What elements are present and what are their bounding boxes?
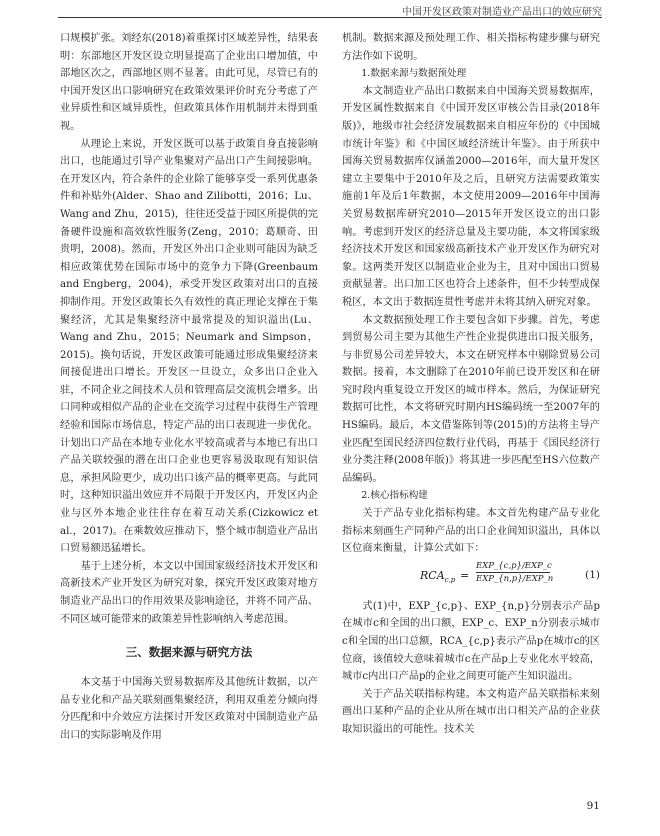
equation-lhs: $RCA_{c,p}$ <box>420 568 456 584</box>
equation-number: (1) <box>585 568 600 581</box>
fraction-denominator: EXP_{n,p}/EXP_n <box>476 573 554 584</box>
paragraph: 基于上述分析，本文以中国国家级经济技术开发区和高新技术产业开发区为研究对象，探究开发区政策对地方制造业产品出口的作用效果及影响途径，并将不同产品、不同区域可能带来的政策差异性影响纳入考虑范围。 <box>60 560 318 625</box>
subsection-heading: 1.数据来源与数据预处理 <box>361 68 467 80</box>
section-heading: 三、数据来源与研究方法 <box>125 645 253 660</box>
equals-sign: = <box>460 568 470 582</box>
paragraph: 从理论上来说，开发区既可以基于政策自身直接影响出口，也能通过引导产业集聚对产品出口产生间接影响。在开发区内，符合条件的企业除了能够享受一系列优惠条件和补贴外(Alder、Shao and Zilibotti，2016；Lu、Wang and Zhu，2015)，往往还受益于园区所提供的完备硬件设施和高效软性服务(Zeng，2010；葛顺奇、田贵明，2008)。然而，开发区外出口企业则可能因为缺乏相应政策优势在国际市场中的竞争力下降(Greenbaum and Engberg，2004)，承受开发区政策对出口的直接抑制作用。开发区政策长久有效性的真正理论支撑在于集聚经济，尤其是集聚经济中最常提及的知识溢出(Lu、Wang and Zhu，2015；Neumark and Simpson，2015)。换句话说，开发区政策可能通过形成集聚经济来间接促进出口增长。开发区一旦设立，众多出口企业入驻，不同企业之间技术人员和管理高层交流机会增多。出口同种或相似产品的企业在交流学习过程中获得生产管理经验和国际市场信息，特定产品的出口表现进一步优化。计划出口产品在本地专业化水平较高或者与本地已有出口产品关联较强的潜在出口企业也更容易汲取现有知识信息，承担风险更少，成功出口该产品的概率更高。与此同时，这种知识溢出效应并不局限于开发区内，开发区内企业与区外本地企业往往存在着互动关系(Cizkowicz et al.，2017)。在乘数效应推动下，整个城市制造业产品出口贸易额迅猛增长。 <box>60 138 318 555</box>
paragraph: 本文制造业产品出口数据来自中国海关贸易数据库，开发区属性数据来自《中国开发区审核公告目录(2018年版)》，地级市社会经济发展数据来自相应年份的《中国城市统计年鉴》和《中国区域经济统计年鉴》。由于所获中国海关贸易数据库仅涵盖2000—2016年，而大量开发区建立主要集中于2010年及之后，且研究方法需要政策实施前1年及后1年数据，本文使用2009—2016年中国海关贸易数据库研究2010—2015年开发区设立的出口影响。考虑到开发区的经济总量及主要功能，本文将国家级经济技术开发区和国家级高新技术产业开发区作为研究对象。这两类开发区以制造业企业为主，且对中国出口贸易贡献显著。出口加工区也符合上述条件，但不少转型成保税区，本文出于数据连贯性考虑并未将其纳入研究对象。 <box>342 85 600 308</box>
paragraph: 机制。数据来源及预处理工作、相关指标构建步骤与研究方法作如下说明。 <box>342 33 600 62</box>
header-rule <box>58 17 602 18</box>
paragraph: 口规模扩张。刘经东(2018)着重探讨区域差异性，结果表明：东部地区开发区设立明显提高了企业出口增加值，中部地区次之，西部地区则不显著。由此可见，尽管已有的中国开发区出口影响研究在政策效果评价时充分考虑了产业异质性和区域异质性，但政策具体作用机制并未得到重视。 <box>60 33 318 132</box>
paragraph: 关于产品关联指标构建。本文构造产品关联指标来刻画出口某种产品的企业从所在城市出口相关产品的企业获取知识溢出的可能性。技术关 <box>342 688 600 735</box>
paragraph: 式(1)中，EXP_{c,p}、EXP_{n,p}分别表示产品p在城市c和全国的出口额，EXP_c、EXP_n分别表示城市c和全国的出口总额，RCA_{c,p}表示产品p在城市c的区位商，该值较大意味着城市c在产品p上专业化水平较高，城市c内出口产品p的企业之间更可能产生知识溢出。 <box>342 600 600 683</box>
equation-1 <box>342 560 600 594</box>
paragraph: 关于产品专业化指标构建。本文首先构建产品专业化指标来刻画生产同种产品的出口企业间知识溢出，具体以区位商来衡量，计算公式如下： <box>342 508 600 555</box>
subsection-heading: 2.核心指标构建 <box>361 490 428 502</box>
running-header <box>0 0 660 20</box>
page-number: 91 <box>586 800 600 812</box>
right-column <box>342 30 600 739</box>
running-header-title: 中国开发区政策对制造业产品出口的效应研究 <box>402 7 602 18</box>
fraction-numerator: EXP_{c,p}/EXP_c <box>476 560 552 571</box>
paragraph: 本文基于中国海关贸易数据库及其他统计数据，以产品专业化和产品关联刻画集聚经济，利用双重差分倾向得分匹配和中介效应方法探讨开发区政策对中国制造业产品出口的实际影响及作用 <box>60 677 318 741</box>
left-column <box>60 30 318 745</box>
paragraph: 本文数据预处理工作主要包含如下步骤。首先，考虑到贸易公司主要为其他生产性企业提供进出口报关服务，与非贸易公司差异较大，本文在研究样本中剔除贸易公司数据。接着，本文删除了在2010年前已设开发区和在研究时段内重复设立开发区的城市样本。然后，为保证研究数据可比性，本文将研究时期内HS编码统一至2007年的HS编码。最后，本文借鉴陈钊等(2015)的方法将主导产业匹配至国民经济四位数行业代码，再基于《国民经济行业分类注释(2008年版)》将其进一步匹配至HS六位数产品编码。 <box>342 314 600 484</box>
equation-fraction <box>476 560 554 584</box>
